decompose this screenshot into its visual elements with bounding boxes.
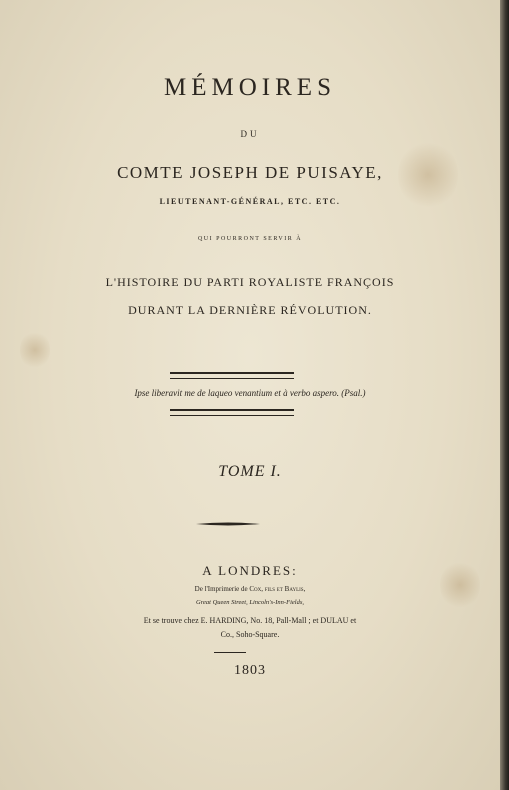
- foxing-stain: [20, 330, 50, 370]
- imprint-printer: [0, 585, 500, 593]
- double-rule-top: [170, 372, 294, 379]
- imprint-printer-name: Cox, fils et Baylis,: [249, 585, 306, 593]
- volume-number: TOME I.: [218, 463, 282, 480]
- subtitle-line-2: DURANT LA DERNIÈRE RÉVOLUTION.: [128, 303, 372, 317]
- imprint-city: A LONDRES:: [202, 563, 298, 578]
- imprint-seller-line-1: Et se trouve chez E. HARDING, No. 18, Pall-Mall ; et DULAU et: [143, 616, 357, 625]
- imprint-street: Great Queen Street, Lincoln's-Inn-Fields,: [196, 599, 304, 606]
- imprint-seller-line-2: Co., Soho-Square.: [220, 630, 280, 639]
- author-name: COMTE JOSEPH DE PUISAYE,: [117, 163, 383, 182]
- publication-year: 1803: [234, 663, 266, 678]
- subtitle-line-1: L'HISTOIRE DU PARTI ROYALISTE FRANÇOIS: [105, 275, 395, 289]
- subtitle-connector: QUI POURRONT SERVIR À: [197, 236, 303, 242]
- imprint-rule: [214, 652, 246, 653]
- author-rank: LIEUTENANT-GÉNÉRAL, ETC. ETC.: [159, 197, 341, 206]
- title-connector: DU: [240, 129, 260, 139]
- double-rule-bottom: [170, 409, 294, 416]
- epigraph: Ipse liberavit me de laqueo venantium et à verbo aspero. (Psal.): [134, 388, 366, 398]
- imprint-printer-prefix: De l'Imprimerie de: [194, 585, 248, 593]
- ornamental-rule: [196, 521, 260, 527]
- book-spine-shadow: [500, 0, 509, 790]
- book-title: MÉMOIRES: [164, 74, 336, 101]
